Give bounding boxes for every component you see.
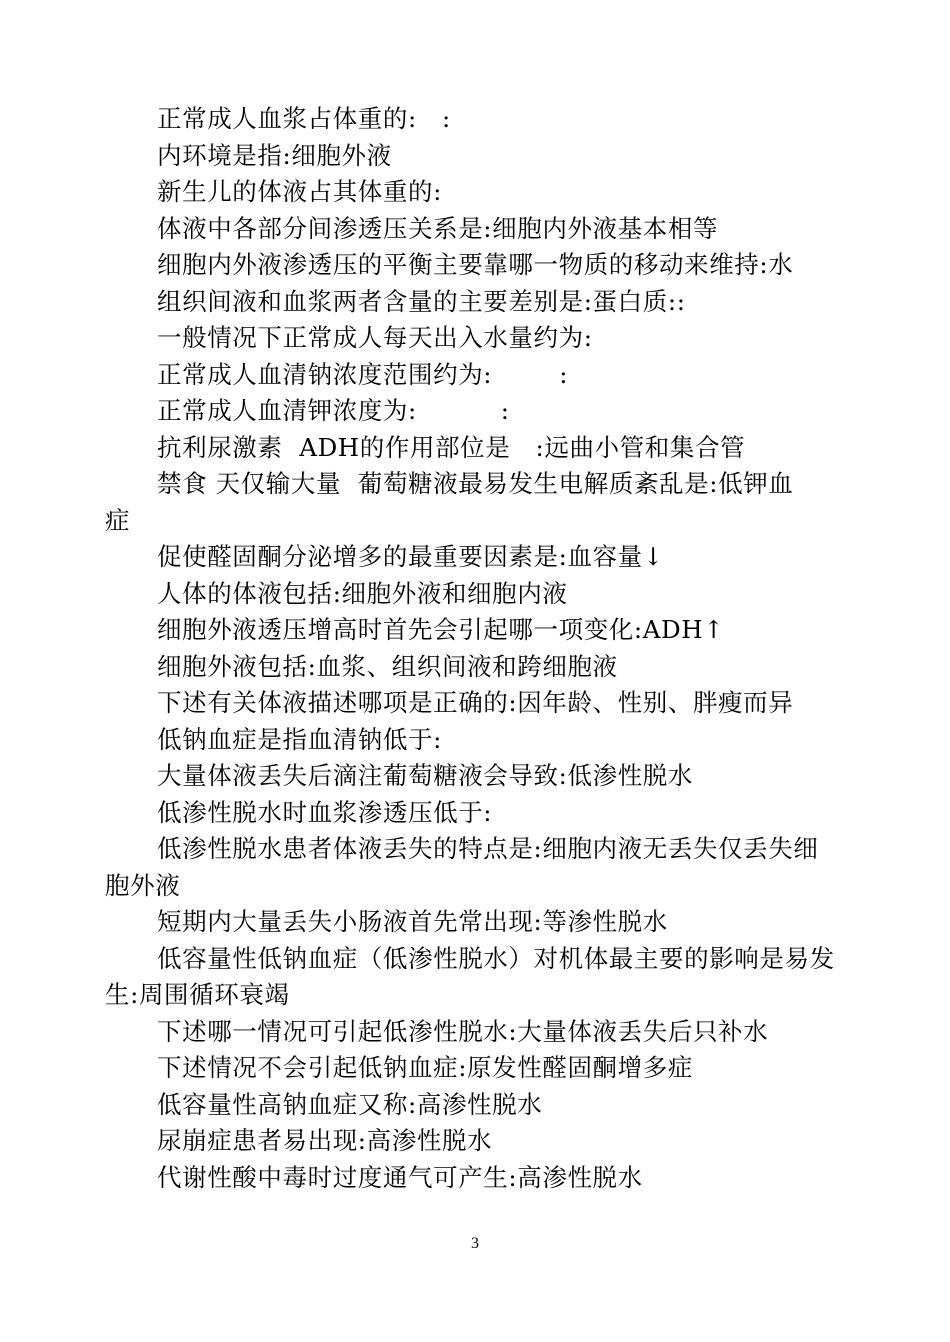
text-line: 低容量性高钠血症又称:高渗性脱水 [157, 1089, 543, 1119]
text-line: 低容量性低钠血症（低渗性脱水）对机体最主要的影响是易发 [157, 943, 835, 973]
text-line: 尿崩症患者易出现:高渗性脱水 [157, 1126, 493, 1155]
text-line: 一般情况下正常成人每天出入水量约为: [157, 323, 593, 352]
text-line: 大量体液丢失后滴注葡萄糖液会导致:低渗性脱水 [157, 761, 693, 790]
text-line: 促使醛固酮分泌增多的最重要因素是:血容量↓ [157, 542, 664, 571]
text-line: 细胞内外液渗透压的平衡主要靠哪一物质的移动来维持:水 [157, 250, 794, 279]
text-line-continuation: 生:周围循环衰竭 [105, 980, 290, 1009]
text-line: 体液中各部分间渗透压关系是:细胞内外液基本相等 [157, 213, 719, 243]
text-line: 短期内大量丢失小肠液首先常出现:等渗性脱水 [157, 907, 668, 936]
document-body [105, 101, 850, 1196]
text-line: 低渗性脱水时血浆渗透压低于: [157, 797, 493, 827]
text-line: 细胞外液透压增高时首先会引起哪一项变化:ADH↑ [157, 615, 725, 644]
text-line-continuation: 胞外液 [105, 870, 181, 900]
text-line: 人体的体液包括:细胞外液和细胞内液 [157, 578, 568, 608]
text-line: 低钠血症是指血清钠低于: [157, 724, 442, 754]
text-line-continuation: 症 [105, 505, 131, 535]
text-line: 低渗性脱水患者体液丢失的特点是:细胞内液无丢失仅丢失细 [157, 834, 819, 863]
text-line: 下述有关体液描述哪项是正确的:因年龄、性别、胖瘦而异 [157, 688, 794, 717]
text-line: 下述哪一情况可引起低渗性脱水:大量体液丢失后只补水 [157, 1016, 769, 1046]
text-line: 细胞外液包括:血浆、组织间液和跨细胞液 [157, 651, 618, 681]
text-line: 组织间液和血浆两者含量的主要差别是:蛋白质:: [157, 286, 686, 316]
text-line: 内环境是指:细胞外液 [157, 140, 392, 170]
text-line: 正常成人血清钠浓度范围约为: : [157, 359, 569, 389]
text-line: 新生儿的体液占其体重的: [157, 177, 442, 206]
text-line: 正常成人血清钾浓度为: : [157, 396, 510, 425]
text-line: 正常成人血浆占体重的: : [157, 104, 451, 133]
text-line: 代谢性酸中毒时过度通气可产生:高渗性脱水 [157, 1162, 643, 1192]
text-line: 禁食 天仅输大量 葡萄糖液最易发生电解质紊乱是:低钾血 [157, 469, 794, 498]
text-line: 抗利尿激素 ADH的作用部位是 :远曲小管和集合管 [157, 432, 746, 462]
page-number: 3 [471, 1235, 479, 1252]
text-line: 下述情况不会引起低钠血症:原发性醛固酮增多症 [157, 1053, 693, 1082]
